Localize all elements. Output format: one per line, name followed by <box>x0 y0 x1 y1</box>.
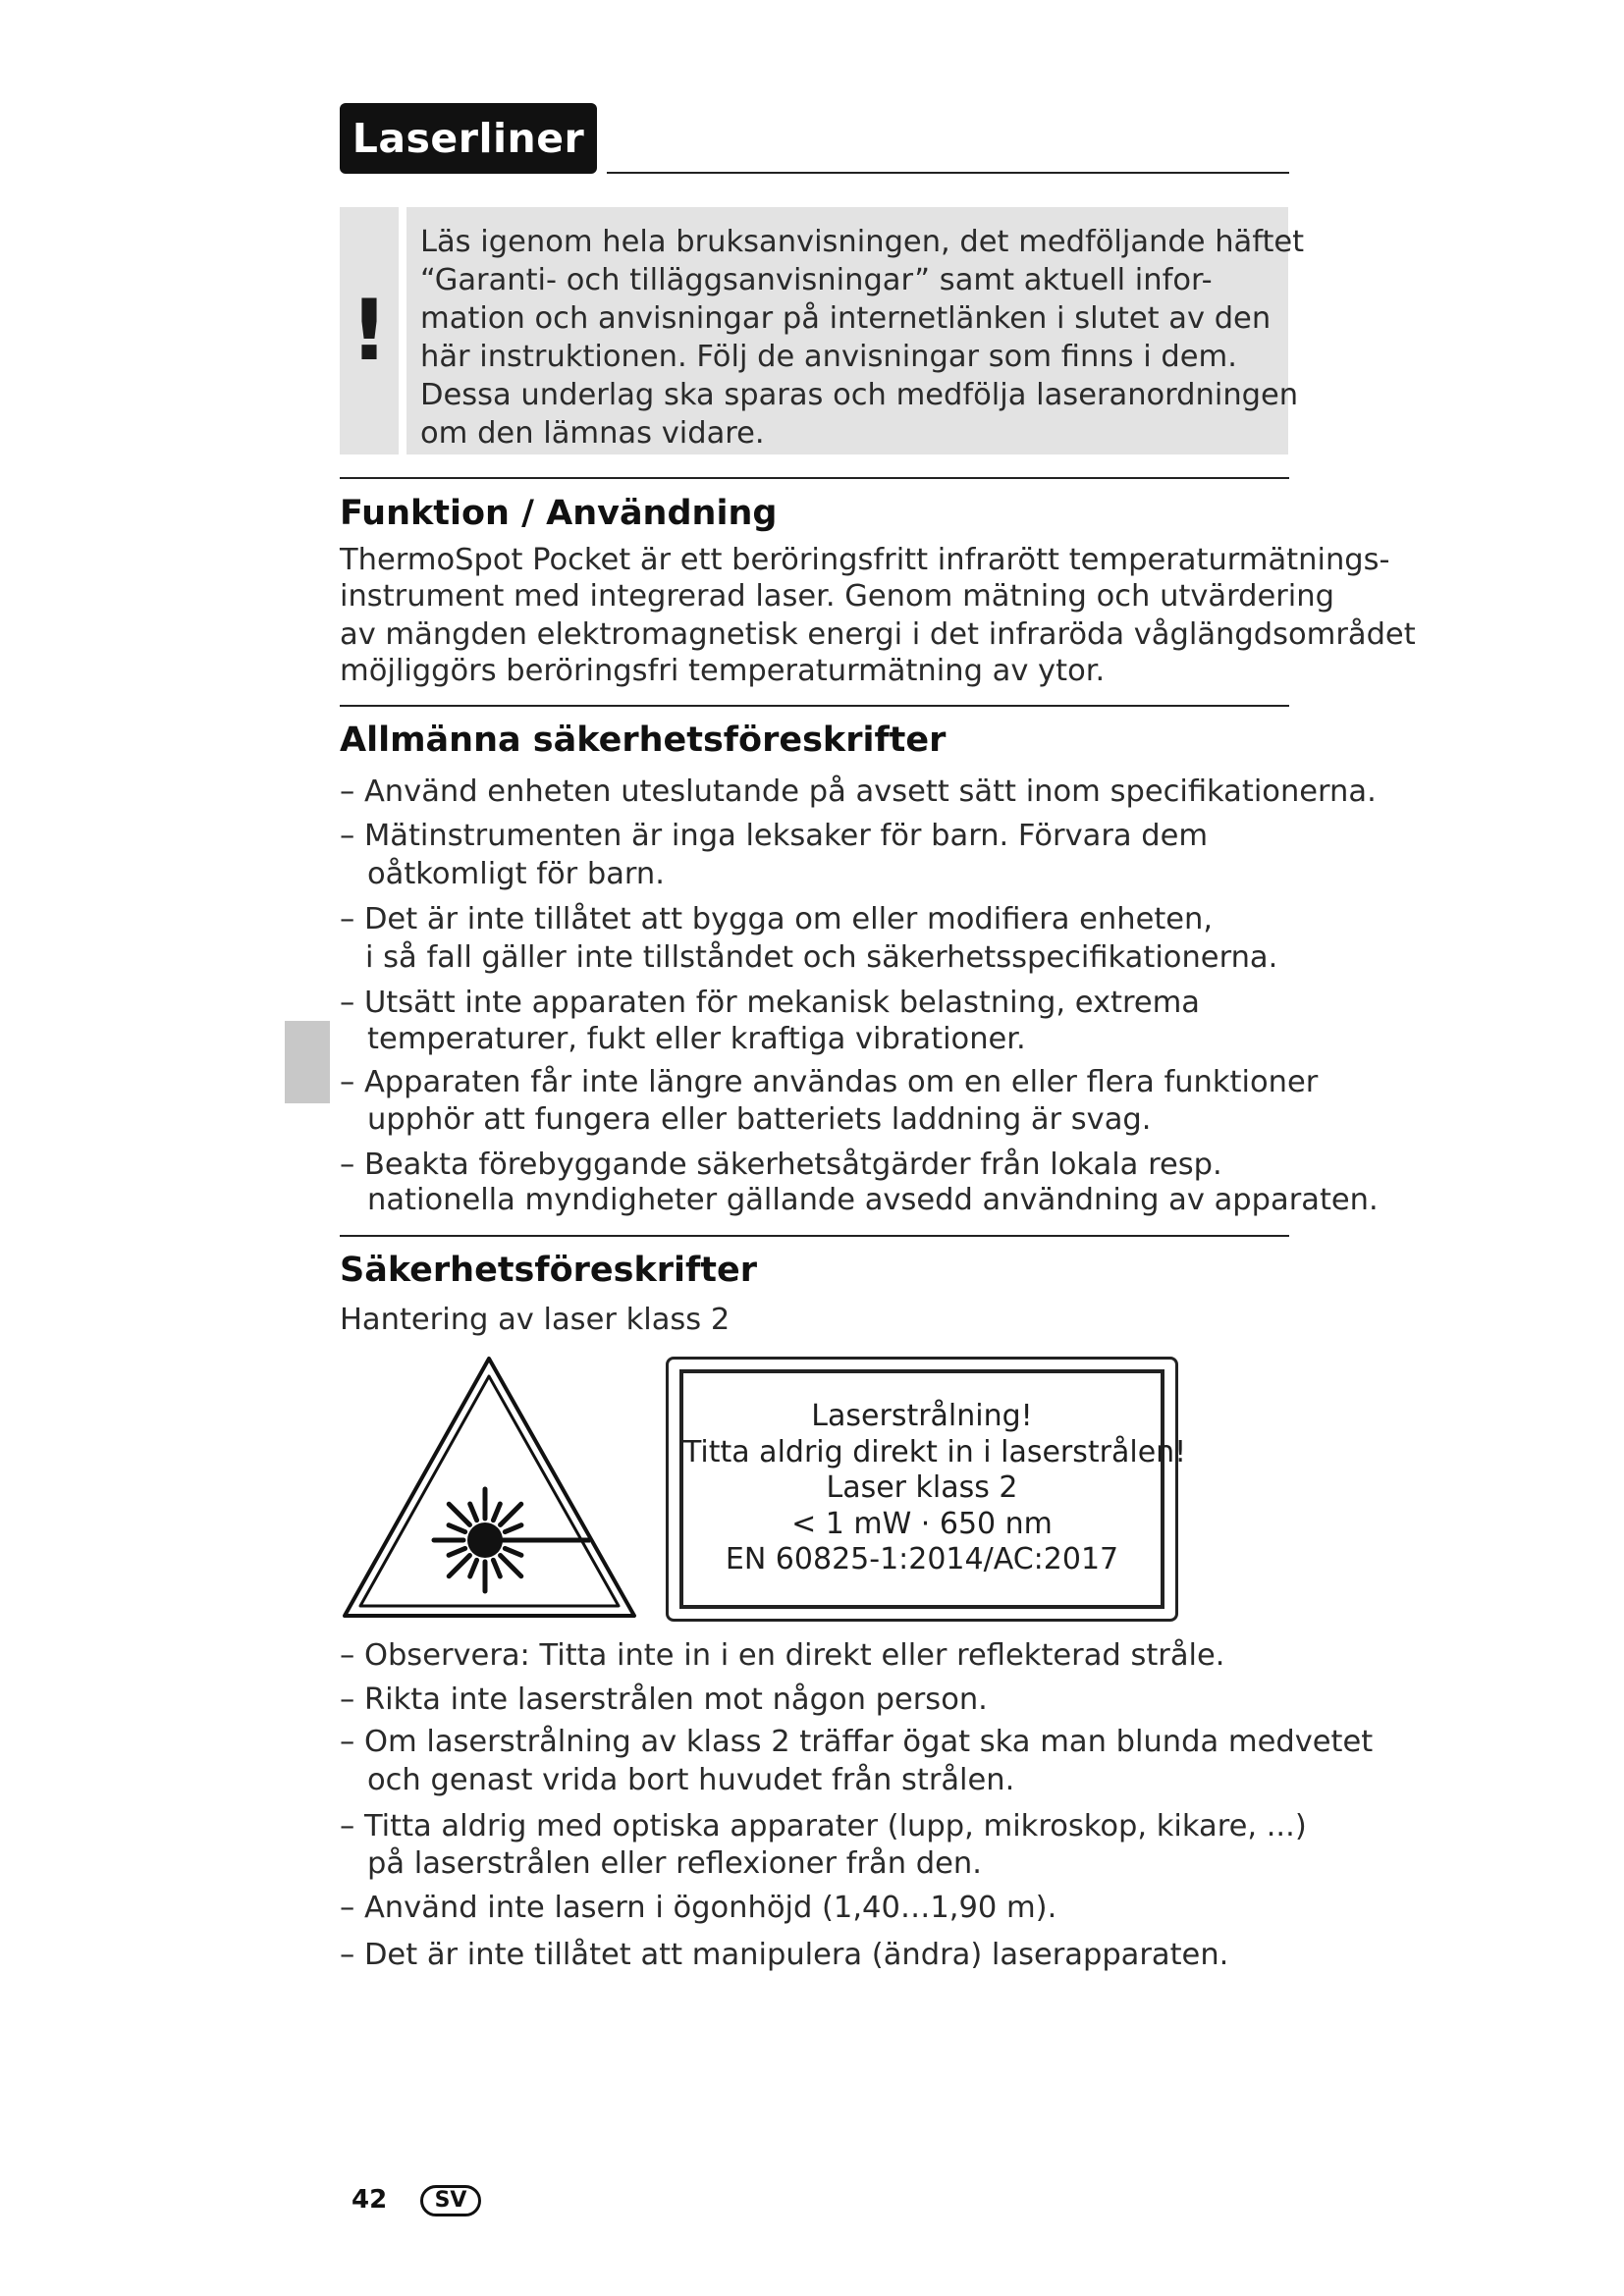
laser-label <box>679 1369 1187 1609</box>
notice-line: “Garanti- och tilläggsanvisningar” samt aktuell infor- <box>420 263 1213 297</box>
safety-item: – Rikta inte laserstrålen mot någon person. <box>340 1682 988 1717</box>
section-rule <box>340 477 1289 479</box>
safety-item: – Det är inte tillåtet att manipulera (ändra) laserapparaten. <box>340 1938 1229 1972</box>
general-safety-item-cont: upphör att fungera eller batteriets laddning är svag. <box>367 1102 1152 1137</box>
general-safety-heading: Allmänna säkerhetsföreskrifter <box>340 721 947 760</box>
safety-item: – Om laserstrålning av klass 2 träffar ögat ska man blunda medvetet <box>340 1725 1374 1759</box>
safety-item: – Observera: Titta inte in i en direkt eller reflekterad stråle. <box>340 1638 1225 1673</box>
exclamation-icon: ! <box>340 207 399 454</box>
notice-box <box>406 207 1305 454</box>
safety-item-cont: och genast vrida bort huvudet från strålen. <box>367 1763 1015 1797</box>
general-safety-item: – Mätinstrumenten är inga leksaker för barn. Förvara dem <box>340 819 1209 853</box>
function-line: instrument med integrerad laser. Genom mätning och utvärdering <box>340 579 1334 614</box>
function-heading: Funktion / Användning <box>340 494 778 533</box>
section-rule <box>340 705 1289 707</box>
general-safety-item: – Apparaten får inte längre användas om en eller flera funktioner <box>340 1065 1319 1099</box>
safety-item: – Använd inte lasern i ögonhöjd (1,40…1,90 m). <box>340 1891 1057 1925</box>
laser-label-line: Laserstrålning! <box>811 1399 1033 1433</box>
general-safety-item: – Utsätt inte apparaten för mekanisk belastning, extrema <box>340 986 1200 1020</box>
function-line: av mängden elektromagnetisk energi i det infraröda våglängdsområdet <box>340 617 1416 652</box>
header-rule <box>607 172 1289 174</box>
laser-label-line: < 1 mW · 650 nm <box>791 1506 1053 1541</box>
laser-label-line: EN 60825-1:2014/AC:2017 <box>725 1542 1119 1576</box>
general-safety-item-cont: nationella myndigheter gällande avsedd användning av apparaten. <box>367 1183 1379 1217</box>
section-rule <box>340 1235 1289 1237</box>
laser-label-line: Laser klass 2 <box>826 1470 1018 1505</box>
safety-heading: Säkerhetsföreskrifter <box>340 1251 757 1290</box>
safety-item: – Titta aldrig med optiska apparater (lupp, mikroskop, kikare, ...) <box>340 1809 1307 1843</box>
function-line: ThermoSpot Pocket är ett beröringsfritt infrarött temperaturmätnings- <box>340 543 1390 577</box>
laser-label-line: Titta aldrig direkt in i laserstrålen! <box>683 1434 1187 1469</box>
general-safety-item: – Använd enheten uteslutande på avsett sätt inom specifikationerna. <box>340 774 1377 809</box>
function-line: möjliggörs beröringsfri temperaturmätning av ytor. <box>340 654 1106 688</box>
notice-line: om den lämnas vidare. <box>420 416 765 451</box>
notice-line: Dessa underlag ska sparas och medfölja laseranordningen <box>420 378 1299 412</box>
safety-subheading: Hantering av laser klass 2 <box>340 1303 731 1337</box>
language-badge: SV <box>420 2185 481 2216</box>
notice-line: här instruktionen. Följ de anvisningar som finns i dem. <box>420 340 1237 374</box>
general-safety-item: – Beakta förebyggande säkerhetsåtgärder från lokala resp. <box>340 1148 1222 1182</box>
general-safety-item-cont: oåtkomligt för barn. <box>367 857 665 891</box>
notice-line: mation och anvisningar på internetlänken i slutet av den <box>420 301 1272 336</box>
safety-item-cont: på laserstrålen eller reflexioner från den. <box>367 1846 982 1881</box>
notice-line: Läs igenom hela bruksanvisningen, det medföljande häftet <box>420 225 1305 259</box>
page-number: 42 <box>352 2185 388 2215</box>
side-tab-marker <box>285 1021 330 1103</box>
general-safety-item-cont: temperaturer, fukt eller kraftiga vibrationer. <box>367 1022 1026 1056</box>
general-safety-item: – Det är inte tillåtet att bygga om eller modifiera enheten, <box>340 902 1214 936</box>
laserliner-logo: Laserliner <box>340 103 597 174</box>
laser-warning-triangle-icon <box>340 1353 639 1623</box>
general-safety-item-cont: i så fall gäller inte tillståndet och säkerhetsspecifikationerna. <box>365 940 1278 975</box>
